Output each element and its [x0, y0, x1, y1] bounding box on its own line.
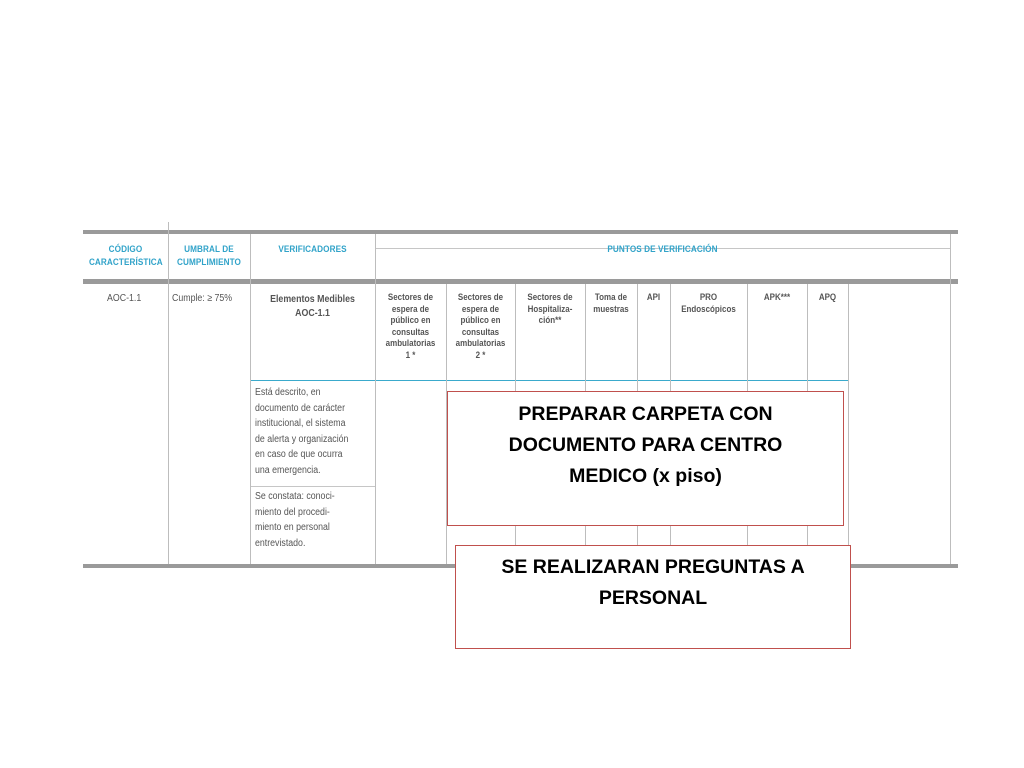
column-apq: APQ [818, 292, 837, 303]
verificador-1: Está descrito, en documento de carácter institucional, el sistema de alerta y organización en caso de que ocurra una emergencia. [255, 387, 349, 476]
table-top-rule [83, 230, 958, 234]
table-right-edge [950, 234, 951, 564]
column-sectores-2: Sectores de espera de público en consultas ambulatorias 2 * [455, 292, 506, 361]
header-verificadores: VERIFICADORES [278, 244, 347, 255]
verificador-2: Se constata: conoci- miento del procedi- miento en personal entrevistado. [255, 491, 335, 549]
row-elementos: Elementos Medibles AOC-1.1 [270, 293, 355, 319]
col-divider [250, 234, 251, 564]
header-puntos: PUNTOS DE VERIFICACIÓN [607, 244, 718, 255]
col-divider [848, 284, 849, 564]
callout-preparar-carpeta: PREPARAR CARPETA CON DOCUMENTO PARA CENTRO MEDICO (x piso) [447, 391, 844, 526]
callout-preguntas-personal: SE REALIZARAN PREGUNTAS A PERSONAL [455, 545, 851, 649]
column-api: API [646, 292, 661, 303]
col-divider [168, 222, 169, 564]
header-bottom-rule [83, 279, 958, 284]
column-toma-muestras: Toma de muestras [593, 292, 629, 315]
row-codigo: AOC-1.1 [107, 293, 142, 304]
column-hospitalizacion: Sectores de Hospitaliza- ción** [527, 292, 573, 326]
row-umbral: Cumple: ≥ 75% [172, 293, 233, 304]
verificador-divider [250, 486, 375, 487]
header-codigo: CÓDIGO CARACTERÍSTICA [88, 244, 163, 268]
column-sectores-1: Sectores de espera de público en consultas ambulatorias 1 * [385, 292, 436, 361]
header-umbral: UMBRAL DE CUMPLIMIENTO [177, 244, 241, 268]
elements-divider [250, 380, 848, 381]
column-pro: PRO Endoscópicos [681, 292, 736, 315]
col-divider [375, 234, 376, 564]
column-apk: APK*** [763, 292, 791, 303]
